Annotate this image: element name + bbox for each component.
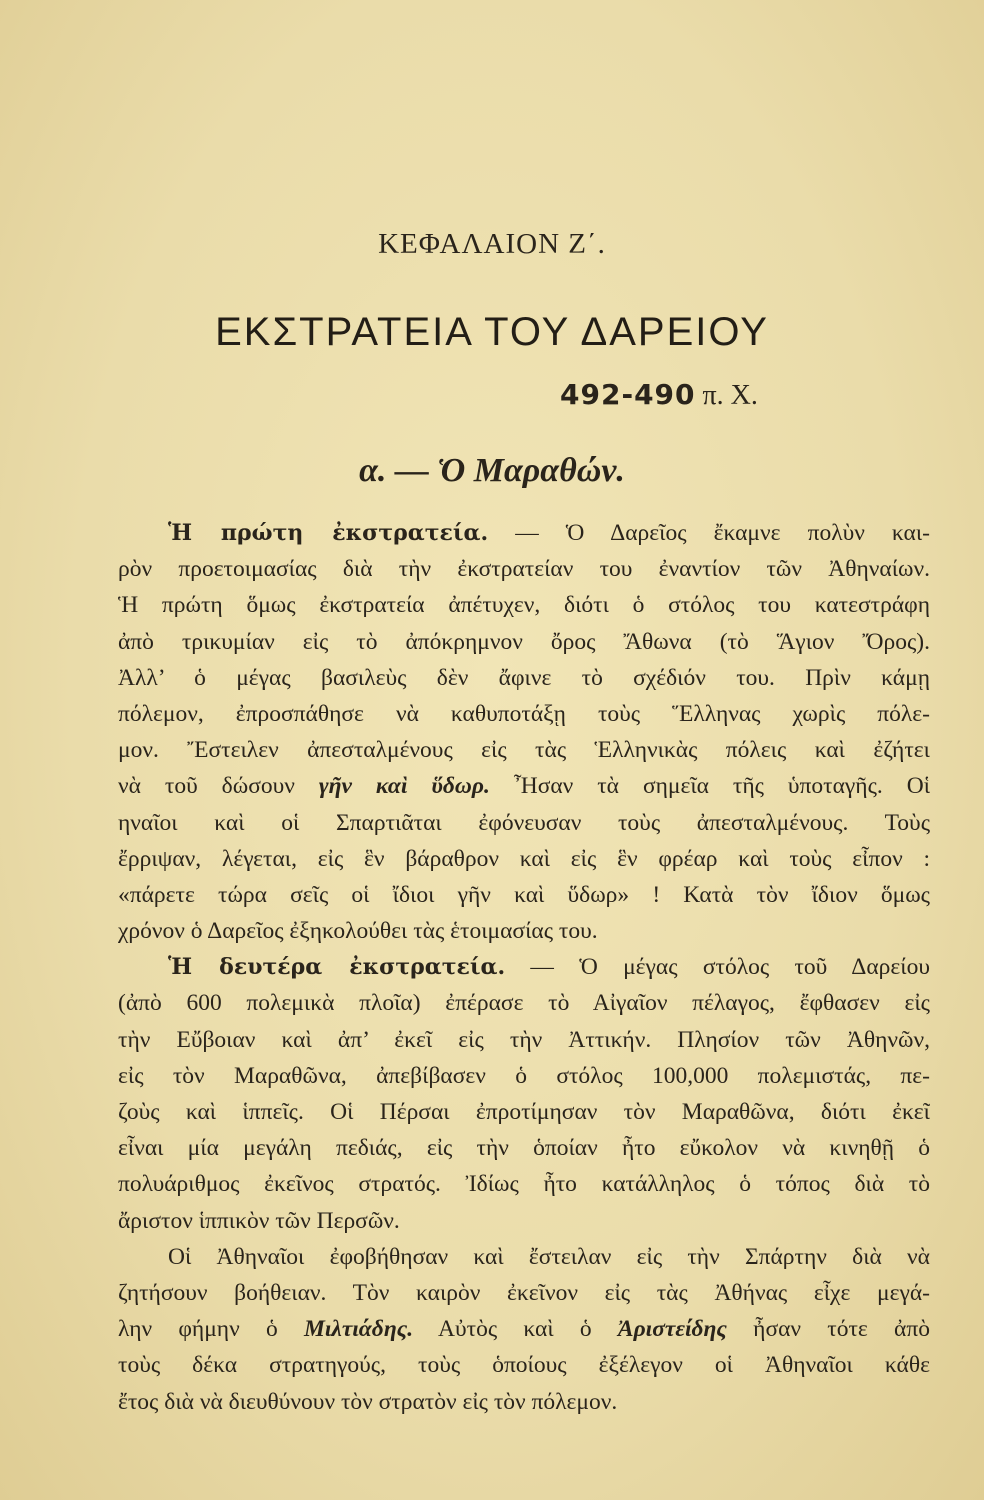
- years-label: 492-490: [560, 378, 696, 411]
- text-line: «πάρετε τώρα σεῖς οἱ ἴδιοι γῆν καὶ ὕδωρ» ! Κατὰ τὸν ἴδιον ὅμως: [118, 881, 930, 908]
- text-line: Ἡ πρώτη ἐκστρατεία. — Ὁ Δαρεῖος ἔκαμνε πολὺν και-: [168, 520, 930, 546]
- date-range: [560, 378, 860, 412]
- text-line: τοὺς δέκα στρατηγούς, τοὺς ὁποίους ἐξέλεγον οἱ Ἀθηναῖοι κάθε: [118, 1352, 930, 1379]
- text-line: Ἡ πρώτη ὅμως ἐκστρατεία ἀπέτυχεν, διότι ὁ στόλος του κατεστράφη: [118, 592, 930, 619]
- text-line: ἄριστον ἱππικὸν τῶν Περσῶν.: [118, 1207, 400, 1234]
- text-line: Ἀλλ’ ὁ μέγας βασιλεὺς δὲν ἄφινε τὸ σχέδιόν του. Πρὶν κάμῃ: [118, 664, 930, 691]
- text-line: ζητήσουν βοήθειαν. Τὸν καιρὸν ἐκεῖνον εἰς τὰς Ἀθήνας εἶχε μεγά-: [118, 1279, 930, 1306]
- text-line: εἶναι μία μεγάλη πεδιάς, εἰς τὴν ὁποίαν ἦτο εὔκολον νὰ κινηθῇ ὁ: [118, 1135, 930, 1162]
- text-line: Οἱ Ἀθηναῖοι ἐφοβήθησαν καὶ ἔστειλαν εἰς τὴν Σπάρτην διὰ νὰ: [168, 1243, 930, 1270]
- body-text: [118, 515, 930, 1420]
- section-heading: α. — Ὁ Μαραθών.: [359, 452, 625, 489]
- text-line: Ἡ δευτέρα ἐκστρατεία. — Ὁ μέγας στόλος τοῦ Δαρείου: [168, 954, 930, 981]
- text-line: ἀπὸ τρικυμίαν εἰς τὸ ἀπόκρημνον ὄρος Ἄθωνα (τὸ Ἅγιον Ὄρος).: [118, 628, 930, 655]
- paragraph-heading: Ἡ δευτέρα ἐκστρατεία.: [168, 954, 506, 981]
- text-line: τὴν Εὔβοιαν καὶ ἀπ’ ἐκεῖ εἰς τὴν Ἀττικήν. Πλησίον τῶν Ἀθηνῶν,: [118, 1026, 930, 1053]
- paragraph-heading: Ἡ πρώτη ἐκστρατεία.: [168, 520, 489, 546]
- text-line: ηναῖοι καὶ οἱ Σπαρτιᾶται ἐφόνευσαν τοὺς ἀπεσταλμένους. Τοὺς: [118, 809, 930, 836]
- text-line: πόλεμον, ἐπροσπάθησε νὰ καθυποτάξῃ τοὺς Ἕλληνας χωρὶς πόλε-: [118, 700, 930, 727]
- emphasis-text: γῆν καὶ ὕδωρ.: [318, 773, 490, 800]
- text-line: ἔρριψαν, λέγεται, εἰς ἓν βάραθρον καὶ εἰς ἓν φρέαρ καὶ τοὺς εἶπον :: [118, 845, 930, 872]
- text-line: ζοὺς καὶ ἱππεῖς. Οἱ Πέρσαι ἐπροτίμησαν τὸν Μαραθῶνα, διότι ἐκεῖ: [118, 1099, 930, 1125]
- text-line: ρὸν προετοιμασίας διὰ τὴν ἐκστρατείαν του ἐναντίον τῶν Ἀθηναίων.: [118, 556, 930, 583]
- text-line: μον. Ἔστειλεν ἀπεσταλμένους εἰς τὰς Ἑλληνικὰς πόλεις καὶ ἐζήτει: [118, 737, 930, 764]
- emphasis-text: Μιλτιάδης.: [303, 1316, 414, 1343]
- text-line: (ἀπὸ 600 πολεμικὰ πλοῖα) ἐπέρασε τὸ Αἰγαῖον πέλαγος, ἔφθασεν εἰς: [118, 990, 930, 1017]
- chapter-heading: ΚΕΦΑΛΑΙΟΝ Ζ΄.: [378, 228, 606, 260]
- text-line: ἔτος διὰ νὰ διευθύνουν τὸν στρατὸν εἰς τὸν πόλεμον.: [118, 1388, 618, 1415]
- text-line: εἰς τὸν Μαραθῶνα, ἀπεβίβασεν ὁ στόλος 100,000 πολεμιστάς, πε-: [118, 1062, 930, 1089]
- text-line: νὰ τοῦ δώσουν γῆν καὶ ὕδωρ. Ἦσαν τὰ σημεῖα τῆς ὑποταγῆς. Οἱ: [118, 773, 930, 800]
- text-line: πολυάριθμος ἐκεῖνος στρατός. Ἰδίως ἦτο κατάλληλος ὁ τόπος διὰ τὸ: [118, 1171, 930, 1198]
- page-title: ΕΚΣΤΡΑΤΕΙΑ ΤΟΥ ΔΑΡΕΙΟΥ: [215, 310, 769, 354]
- text-line: χρόνον ὁ Δαρεῖος ἐξηκολούθει τὰς ἑτοιμασίας του.: [118, 918, 598, 945]
- text-line: λην φήμην ὁ Μιλτιάδης. Αὐτὸς καὶ ὁ Ἀριστείδης ἦσαν τότε ἀπὸ: [118, 1316, 930, 1343]
- emphasis-text: Ἀριστείδης: [617, 1316, 727, 1343]
- era-label: π. Χ.: [702, 380, 758, 411]
